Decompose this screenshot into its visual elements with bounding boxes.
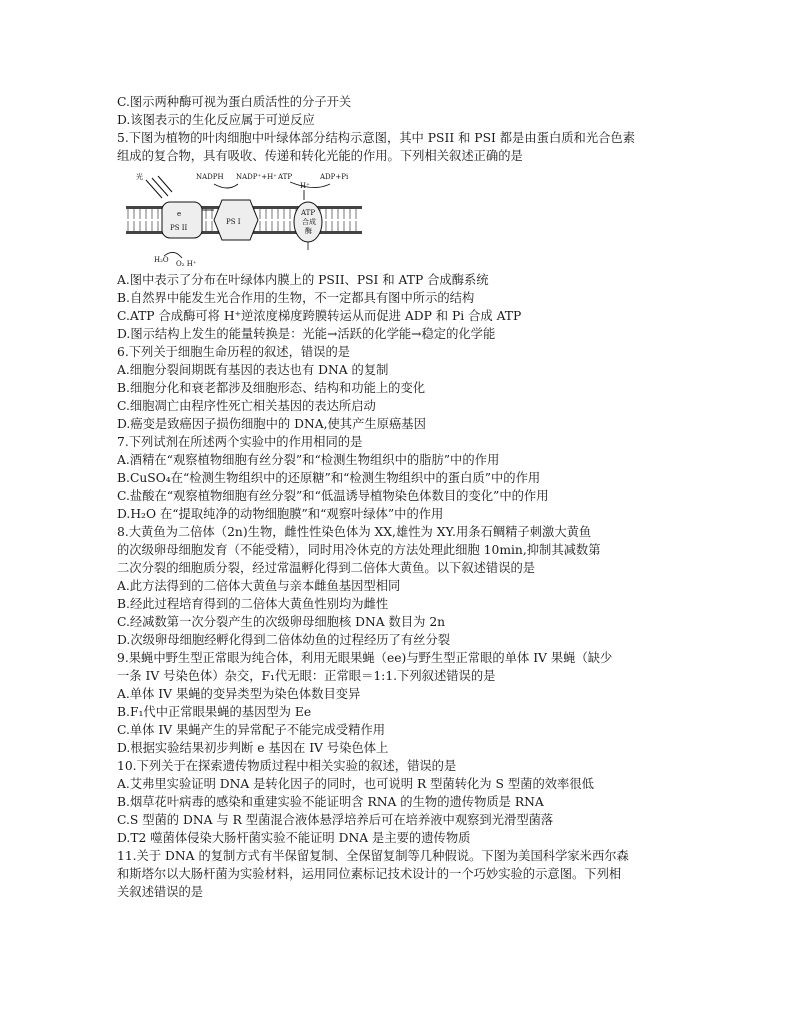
text-line: C.细胞凋亡由程序性死亡相关基因的表达所启动 <box>117 399 376 413</box>
text-line: A.酒精在“观察植物细胞有丝分裂”和“检测生物组织中的脂肪”中的作用 <box>117 453 500 467</box>
h2o-label: H₂O <box>154 256 169 264</box>
text-line: D.次级卵母细胞经孵化得到二倍体幼鱼的过程经历了有丝分裂 <box>117 633 451 647</box>
text-line: C.经减数第一次分裂产生的次级卵母细胞核 DNA 数目为 2n <box>117 615 446 629</box>
text-line: 关叙述错误的是 <box>117 885 204 899</box>
text-line: A.单体 IV 果蝇的变异类型为染色体数目变异 <box>117 687 361 701</box>
text-line: C.单体 IV 果蝇产生的异常配子不能完成受精作用 <box>117 723 386 737</box>
text-line: B.CuSO₄在“检测生物组织中的还原糖”和“检测生物组织中的蛋白质”中的作用 <box>117 471 541 485</box>
text-line: 二次分裂的细胞质分裂，经过常温孵化得到二倍体大黄鱼。以下叙述错误的是 <box>117 561 536 575</box>
text-line: 一条 IV 号染色体）杂交，F₁代无眼：正常眼＝1:1.下列叙述错误的是 <box>117 669 496 683</box>
svg-text:合成: 合成 <box>302 218 316 226</box>
light-arrows <box>146 176 172 198</box>
light-label: 光 <box>136 173 143 181</box>
text-line: C.S 型菌的 DNA 与 R 型菌混合液体悬浮培养后可在培养液中观察到光滑型菌落 <box>117 813 554 827</box>
chloroplast-membrane-diagram <box>118 170 368 268</box>
text-line: 的次级卵母细胞发育（不能受精），同时用冷休克的方法处理此细胞 10min,抑制其减数第 <box>117 543 601 557</box>
text-line: C.盐酸在“观察植物细胞有丝分裂”和“低温诱导植物染色体数目的变化”中的作用 <box>117 489 549 503</box>
text-line: B.F₁代中正常眼果蝇的基因型为 Ee <box>117 705 312 719</box>
text-line: C.ATP 合成酶可将 H⁺逆浓度梯度跨膜转运从而促进 ADP 和 Pi 合成 ATP <box>117 309 522 323</box>
text-line: B.细胞分化和衰老都涉及细胞形态、结构和功能上的变化 <box>117 381 426 395</box>
text-line: D.癌变是致癌因子损伤细胞中的 DNA,使其产生原癌基因 <box>117 417 426 431</box>
text-line: D.图示结构上发生的能量转换是：光能→活跃的化学能→稳定的化学能 <box>117 327 496 341</box>
question-11-stem: 11.关于 DNA 的复制方式有半保留复制、全保留复制等几种假说。下图为美国科学家米西尔森 <box>117 849 629 863</box>
atp-label: ATP <box>278 173 293 181</box>
question-8-stem: 8.大黄鱼为二倍体（2n)生物，雌性性染色体为 XX,雄性为 XY.用条石鲷精子刺激大黄鱼 <box>117 525 592 539</box>
hplus-label: H⁺ <box>300 182 310 190</box>
question-5-stem: 5.下图为植物的叶肉细胞中叶绿体部分结构示意图，其中 PSII 和 PSI 都是由蛋白质和光合色素 <box>117 131 636 145</box>
text-line: D.T2 噬菌体侵染大肠杆菌实验不能证明 DNA 是主要的遗传物质 <box>117 831 471 845</box>
text-line: C.图示两种酶可视为蛋白质活性的分子开关 <box>117 95 352 109</box>
atp-synthase <box>294 202 322 242</box>
text-line: D.该图表示的生化反应属于可逆反应 <box>117 113 315 127</box>
question-7-stem: 7.下列试剂在所述两个实验中的作用相同的是 <box>117 435 363 449</box>
text-line: A.细胞分裂间期既有基因的表达也有 DNA 的复制 <box>117 363 389 377</box>
svg-text:酶: 酶 <box>305 227 312 235</box>
text-line: B.自然界中能发生光合作用的生物，不一定都具有图中所示的结构 <box>117 291 475 305</box>
psi-complex <box>214 200 258 240</box>
text-line: 组成的复合物，具有吸收、传递和转化光能的作用。下列相关叙述正确的是 <box>117 149 523 163</box>
nadph-label: NADPH <box>196 173 224 181</box>
svg-text:ATP: ATP <box>301 209 316 217</box>
o2-label: O₂ H⁺ <box>176 260 197 268</box>
text-line: A.艾弗里实验证明 DNA 是转化因子的同时，也可说明 R 型菌转化为 S 型菌的效率很低 <box>117 777 594 791</box>
nadp-label: NADP⁺+H⁺ <box>236 173 277 181</box>
svg-text:PS II: PS II <box>170 224 188 232</box>
text-line: 和斯塔尔以大肠杆菌为实验材料，运用同位素标记技术设计的一个巧妙实验的示意图。下列相 <box>117 867 622 881</box>
question-9-stem: 9.果蝇中野生型正常眼为纯合体，利用无眼果蝇（ee)与野生型正常眼的单体 IV 果蝇（缺少 <box>117 651 613 665</box>
text-line: B.烟草花叶病毒的感染和重建实验不能证明含 RNA 的生物的遗传物质是 RNA <box>117 795 544 809</box>
svg-text:e: e <box>177 210 182 218</box>
question-10-stem: 10.下列关于在探索遗传物质过程中相关实验的叙述，错误的是 <box>117 759 457 773</box>
text-line: D.H₂O 在“提取纯净的动物细胞膜”和“观察叶绿体”中的作用 <box>117 507 444 521</box>
text-line: A.此方法得到的二倍体大黄鱼与亲本雌鱼基因型相同 <box>117 579 401 593</box>
text-line: D.根据实验结果初步判断 e 基因在 IV 号染色体上 <box>117 741 389 755</box>
svg-text:PS I: PS I <box>226 218 241 226</box>
adp-label: ADP+Pi <box>320 173 349 181</box>
text-line: B.经此过程培育得到的二倍体大黄鱼性别均为雌性 <box>117 597 389 611</box>
psii-complex <box>162 202 202 238</box>
text-line: A.图中表示了分布在叶绿体内膜上的 PSII、PSI 和 ATP 合成酶系统 <box>117 273 489 287</box>
question-6-stem: 6.下列关于细胞生命历程的叙述，错误的是 <box>117 345 351 359</box>
